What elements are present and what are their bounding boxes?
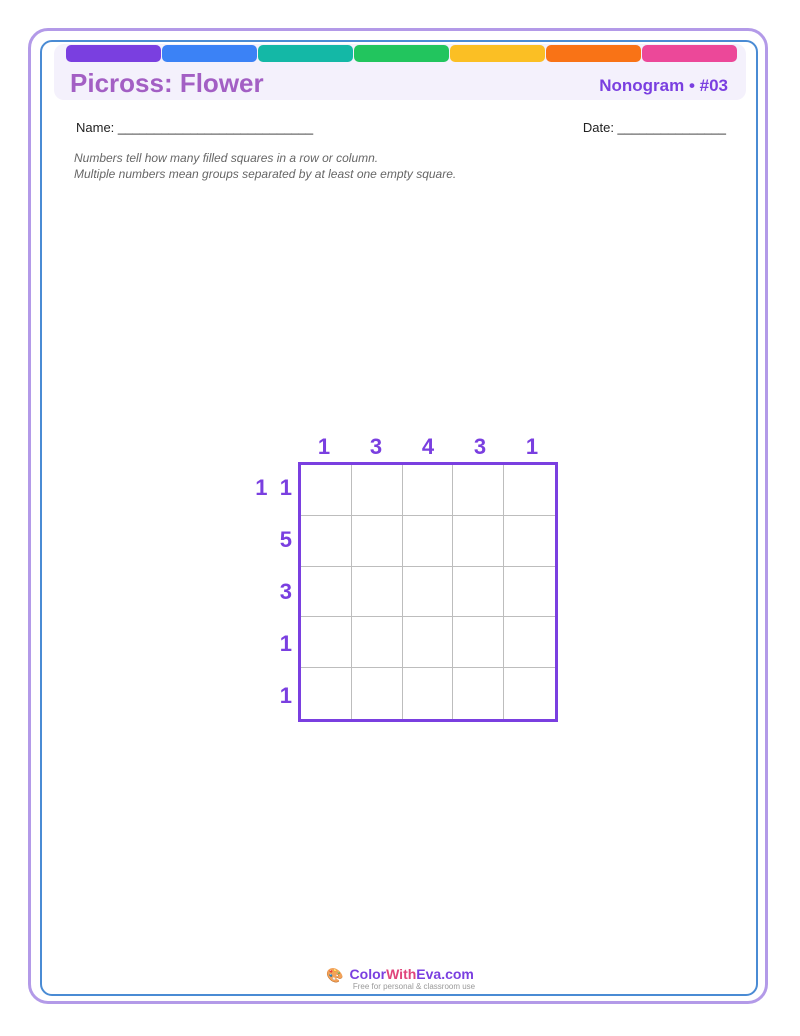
row-clue: 1 1 bbox=[255, 475, 292, 500]
grid-cell[interactable] bbox=[352, 617, 403, 668]
name-field[interactable]: Name: ___________________________ bbox=[76, 120, 314, 135]
stripe-segment bbox=[546, 45, 641, 62]
grid-cell[interactable] bbox=[403, 567, 454, 618]
row-clue: 1 bbox=[279, 631, 292, 656]
grid-cell[interactable] bbox=[352, 516, 403, 567]
grid-cell[interactable] bbox=[301, 567, 352, 618]
column-clue: 1 bbox=[525, 434, 539, 459]
column-clues bbox=[298, 434, 558, 462]
grid-cell[interactable] bbox=[301, 465, 352, 516]
grid-cell[interactable] bbox=[403, 465, 454, 516]
grid-cell[interactable] bbox=[301, 516, 352, 567]
grid-cell[interactable] bbox=[453, 465, 504, 516]
grid-cell[interactable] bbox=[504, 567, 555, 618]
grid-cell[interactable] bbox=[504, 465, 555, 516]
row-clues bbox=[240, 462, 298, 722]
puzzle-number: Nonogram • #03 bbox=[599, 76, 728, 95]
grid-cell[interactable] bbox=[453, 516, 504, 567]
instruction-line: Multiple numbers mean groups separated by at least one empty square. bbox=[74, 167, 457, 181]
grid-cell[interactable] bbox=[504, 617, 555, 668]
grid-cell[interactable] bbox=[301, 668, 352, 719]
column-clue: 3 bbox=[473, 434, 487, 459]
grid-cell[interactable] bbox=[301, 617, 352, 668]
grid-cell[interactable] bbox=[453, 617, 504, 668]
instruction-line: Numbers tell how many filled squares in a row or column. bbox=[74, 151, 379, 165]
brand-part: Color bbox=[349, 966, 387, 982]
row-clue: 5 bbox=[279, 527, 292, 552]
stripe-segment bbox=[162, 45, 257, 62]
grid-cell[interactable] bbox=[352, 465, 403, 516]
stripe-segment bbox=[642, 45, 737, 62]
grid-cell[interactable] bbox=[352, 567, 403, 618]
brand-part: With bbox=[386, 966, 417, 982]
grid-cell[interactable] bbox=[504, 516, 555, 567]
instructions bbox=[74, 150, 456, 182]
row-clue: 3 bbox=[279, 579, 292, 604]
page-title: Picross: Flower bbox=[70, 68, 264, 98]
column-clue: 3 bbox=[369, 434, 383, 459]
grid-cell[interactable] bbox=[403, 668, 454, 719]
stripe-segment bbox=[354, 45, 449, 62]
column-clue: 1 bbox=[317, 434, 331, 459]
palette-icon: 🎨 bbox=[326, 967, 344, 983]
grid-cell[interactable] bbox=[453, 668, 504, 719]
nonogram-grid bbox=[298, 462, 558, 722]
row-clue: 1 bbox=[279, 683, 292, 708]
column-clue: 4 bbox=[421, 434, 435, 459]
footer-tagline: Free for personal & classroom use bbox=[352, 982, 476, 991]
footer bbox=[0, 966, 800, 991]
grid-cell[interactable] bbox=[504, 668, 555, 719]
stripe-segment bbox=[450, 45, 545, 62]
grid-cell[interactable] bbox=[403, 516, 454, 567]
stripe-segment bbox=[258, 45, 353, 62]
grid-cell[interactable] bbox=[403, 617, 454, 668]
grid-cell[interactable] bbox=[453, 567, 504, 618]
brand-part: Eva.com bbox=[416, 966, 474, 982]
grid-cell[interactable] bbox=[352, 668, 403, 719]
stripe-segment bbox=[66, 45, 161, 62]
date-field[interactable]: Date: _______________ bbox=[582, 120, 726, 135]
rainbow-stripe bbox=[66, 45, 738, 62]
